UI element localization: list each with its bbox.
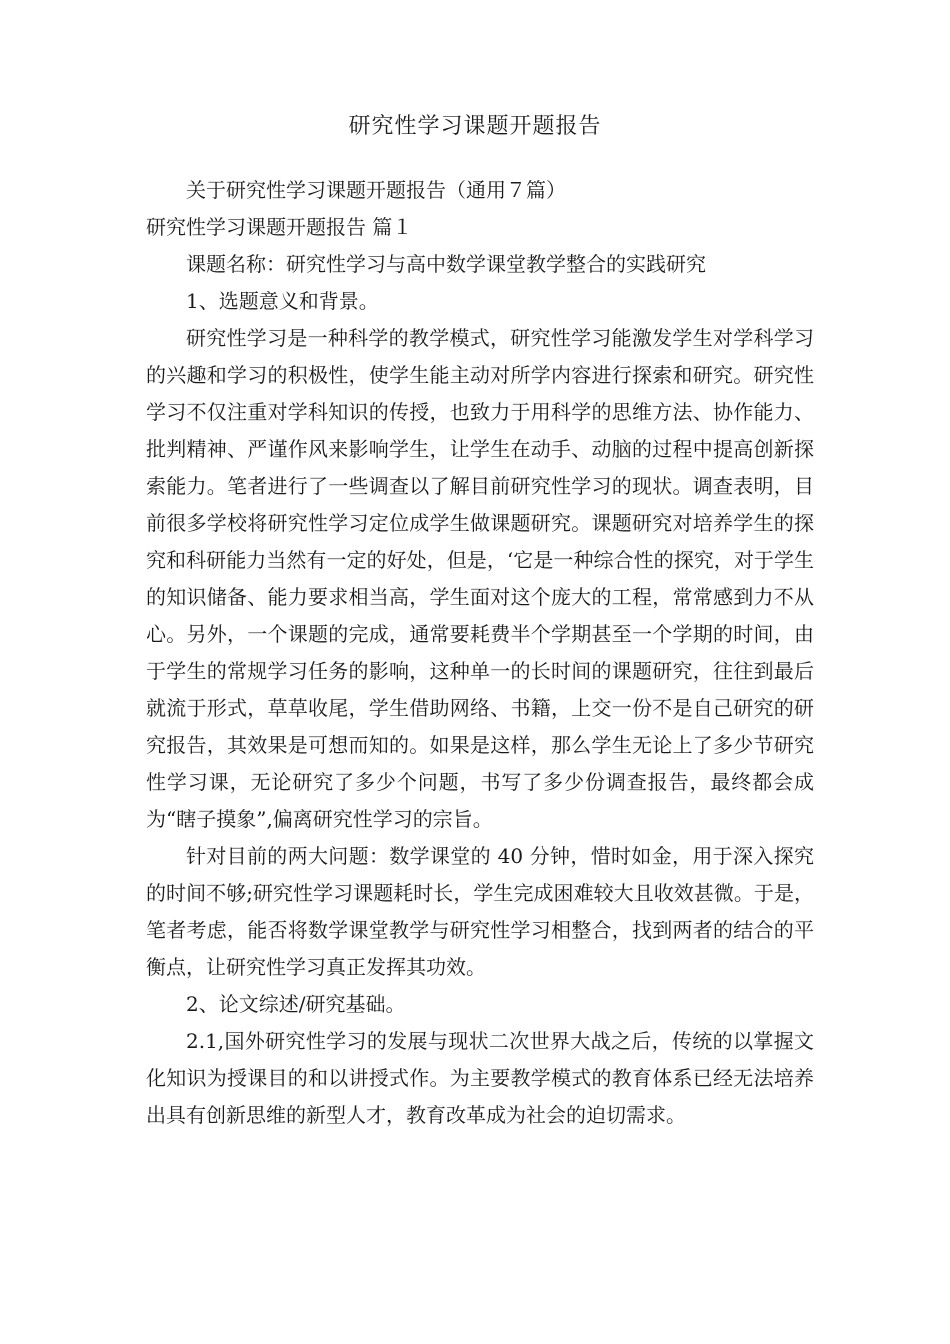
paragraph-heading-2: 2、论文综述/研究基础。 bbox=[186, 992, 406, 1016]
document-body bbox=[146, 172, 814, 1134]
paragraph-heading-1: 1、选题意义和背景。 bbox=[186, 289, 379, 313]
paragraph-section-heading: 研究性学习课题开题报告 篇１ bbox=[146, 215, 413, 239]
paragraph-topic-name: 课题名称：研究性学习与高中数学课堂教学整合的实践研究 bbox=[186, 252, 706, 276]
paragraph-body: 研究性学习是一种科学的教学模式，研究性学习能激发学生对学科学习的兴趣和学习的积极性，使学生能主动对所学内容进行探索和研究。研究性学习不仅注重对学科知识的传授，也致力于用科学的思维方法、协作能力、批判精神、严谨作风来影响学生，让学生在动手、动脑的过程中提高创新探索能力。笔者进行了一些调查以了解目前研究性学习的现状。调查表明，目前很多学校将研究性学习定位成学生做课题研究。课题研究对培养学生的探究和科研能力当然有一定的好处，但是，‘它是一种综合性的探究，对于学生的知识储备、能力要求相当高，学生面对这个庞大的工程，常常感到力不从心。另外，一个课题的完成，通常要耗费半个学期甚至一个学期的时间，由于学生的常规学习任务的影响，这种单一的长时间的课题研究，往往到最后就流于形式，草草收尾，学生借助网络、书籍，上交一份不是自己研究的研究报告，其效果是可想而知的。如果是这样，那么学生无论上了多少节研究性学习课，无论研究了多少个问题，书写了多少份调查报告，最终都会成为“瞎子摸象”,偏离研究性学习的宗旨。 bbox=[146, 326, 814, 831]
paragraph-subtitle: 关于研究性学习课题开题报告（通用７篇） bbox=[186, 178, 566, 202]
paragraph-body: 针对目前的两大问题：数学课堂的 40 分钟，惜时如金，用于深入探究的时间不够;研究性学习课题耗时长，学生完成困难较大且收效甚微。于是，笔者考虑，能否将数学课堂教学与研究性学习相整合，找到两者的结合的平衡点，让研究性学习真正发挥其功效。 bbox=[146, 844, 814, 979]
paragraph-body: 2.1,国外研究性学习的发展与现状二次世界大战之后，传统的以掌握文化知识为授课目的和以讲授式作。为主要教学模式的教育体系已经无法培养出具有创新思维的新型人才，教育改革成为社会的迫切需求。 bbox=[146, 1029, 814, 1127]
document-title: 研究性学习课题开题报告 bbox=[348, 114, 602, 139]
